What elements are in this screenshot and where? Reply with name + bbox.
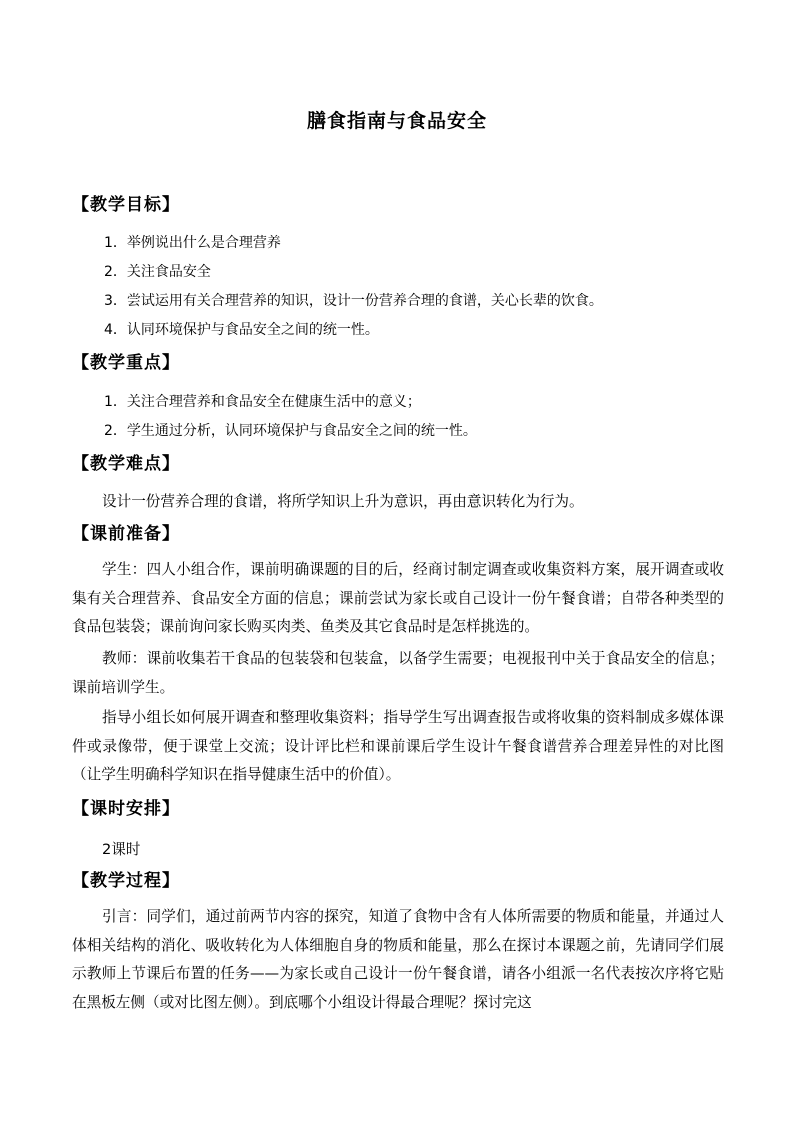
section-heading-difficulties: 【教学难点】 bbox=[72, 454, 180, 474]
section-heading-goals: 【教学目标】 bbox=[72, 195, 180, 215]
section-heading-schedule: 【课时安排】 bbox=[72, 799, 180, 819]
key-point-item: 1．关注合理营养和食品安全在健康生活中的意义； bbox=[104, 394, 421, 410]
section-heading-preparation: 【课前准备】 bbox=[72, 524, 180, 544]
preparation-paragraph-students: 学生：四人小组合作，课前明确课题的目的后，经商讨制定调查或收集资料方案，展开调查或收集有关合理营养、食品安全方面的信息；课前尝试为家长或自己设计一份午餐食谱；自带各种类型的食品包装袋；课前询问家长购买肉类、鱼类及其它食品时是怎样挑选的。 bbox=[72, 561, 724, 635]
goal-item: 2．关注食品安全 bbox=[104, 264, 211, 280]
goal-item: 1．举例说出什么是合理营养 bbox=[104, 235, 281, 251]
section-heading-process: 【教学过程】 bbox=[72, 871, 180, 891]
goal-item: 4．认同环境保护与食品安全之间的统一性。 bbox=[104, 322, 379, 338]
schedule-text: 2课时 bbox=[102, 841, 141, 858]
preparation-paragraph-teacher: 教师：课前收集若干食品的包装袋和包装盒，以备学生需要；电视报刊中关于食品安全的信息；课前培训学生。 bbox=[72, 650, 724, 696]
goal-item: 3．尝试运用有关合理营养的知识，设计一份营养合理的食谱，关心长辈的饮食。 bbox=[104, 293, 603, 309]
difficulty-text: 设计一份营养合理的食谱，将所学知识上升为意识，再由意识转化为行为。 bbox=[102, 493, 584, 510]
key-point-item: 2．学生通过分析，认同环境保护与食品安全之间的统一性。 bbox=[104, 423, 477, 439]
document-title: 膳食指南与食品安全 bbox=[306, 110, 487, 132]
process-paragraph: 引言：同学们，通过前两节内容的探究，知道了食物中含有人体所需要的物质和能量，并通过人体相关结构的消化、吸收转化为人体细胞自身的物质和能量，那么在探讨本课题之前，先请同学们展示教师上节课后布置的任务——为家长或自己设计一份午餐食谱，请各小组派一名代表按次序将它贴在黑板左侧（或对比图左侧）。到底哪个小组设计得最合理呢？探讨完这 bbox=[72, 908, 724, 1011]
preparation-paragraph-guidance: 指导小组长如何展开调查和整理收集资料；指导学生写出调查报告或将收集的资料制成多媒体课件或录像带，便于课堂上交流；设计评比栏和课前课后学生设计午餐食谱营养合理差异性的对比图（让学生明确科学知识在指导健康生活中的价值）。 bbox=[72, 709, 724, 783]
section-heading-key-points: 【教学重点】 bbox=[72, 353, 180, 373]
